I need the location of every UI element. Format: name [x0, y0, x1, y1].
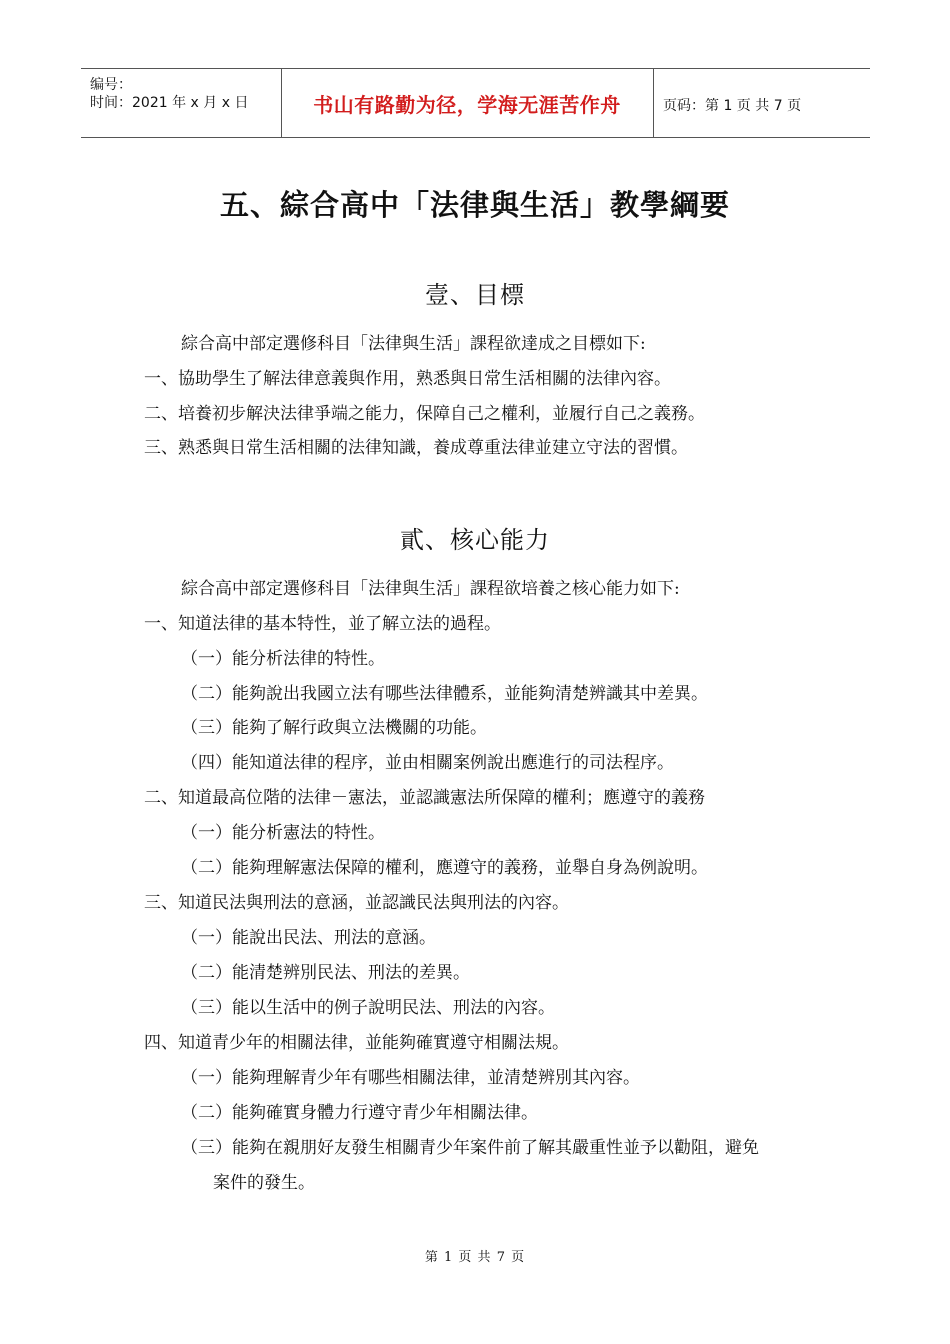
- page-info: 页码：第 1 页 共 7 页: [663, 98, 802, 114]
- ability-subitem: （三）能夠了解行政與立法機關的功能。: [181, 718, 487, 738]
- ability-subitem: （二）能夠理解憲法保障的權利，應遵守的義務，並舉自身為例說明。: [181, 858, 708, 878]
- ability-subitem: （一）能夠理解青少年有哪些相關法律，並清楚辨別其內容。: [181, 1068, 640, 1088]
- page-footer: 第 1 页 共 7 页: [424, 1250, 526, 1265]
- header-table: [81, 68, 870, 138]
- number-label: 编号：: [90, 77, 132, 93]
- ability-subitem-continuation: 案件的發生。: [213, 1173, 315, 1193]
- document-title: 五、綜合高中「法律與生活」教學綱要: [219, 188, 730, 222]
- ability-subitem: （二）能清楚辨別民法、刑法的差異。: [181, 963, 470, 983]
- abilities-intro: 綜合高中部定選修科目「法律與生活」課程欲培養之核心能力如下:: [181, 579, 680, 599]
- goal-item: 一、協助學生了解法律意義與作用，熟悉與日常生活相關的法律內容。: [144, 369, 671, 389]
- ability-subitem: （三）能以生活中的例子說明民法、刑法的內容。: [181, 998, 555, 1018]
- ability-subitem: （一）能分析憲法的特性。: [181, 823, 385, 843]
- goal-item: 二、培養初步解決法律爭端之能力，保障自己之權利，並履行自己之義務。: [144, 404, 705, 424]
- ability-subitem: （二）能夠確實身體力行遵守青少年相關法律。: [181, 1103, 538, 1123]
- goal-item: 三、熟悉與日常生活相關的法律知識，養成尊重法律並建立守法的習慣。: [144, 438, 688, 458]
- section-heading-goals: 壹、目標: [425, 281, 525, 309]
- section-heading-core-abilities: 貳、核心能力: [400, 526, 550, 554]
- time-label: 时间：2021 年 x 月 x 日: [90, 95, 249, 111]
- ability-subitem: （一）能說出民法、刑法的意涵。: [181, 928, 436, 948]
- goals-intro: 綜合高中部定選修科目「法律與生活」課程欲達成之目標如下:: [181, 334, 646, 354]
- ability-item: 三、知道民法與刑法的意涵，並認識民法與刑法的內容。: [144, 893, 569, 913]
- header-meta-cell: [81, 69, 282, 137]
- ability-subitem: （三）能夠在親朋好友發生相關青少年案件前了解其嚴重性並予以勸阻，避免: [181, 1138, 759, 1158]
- ability-item: 二、知道最高位階的法律－憲法，並認識憲法所保障的權利；應遵守的義務: [144, 788, 705, 808]
- ability-item: 四、知道青少年的相關法律，並能夠確實遵守相關法規。: [144, 1033, 569, 1053]
- ability-subitem: （四）能知道法律的程序，並由相關案例說出應進行的司法程序。: [181, 753, 674, 773]
- ability-subitem: （一）能分析法律的特性。: [181, 649, 385, 669]
- ability-subitem: （二）能夠說出我國立法有哪些法律體系，並能夠清楚辨識其中差異。: [181, 684, 708, 704]
- ability-item: 一、知道法律的基本特性，並了解立法的過程。: [144, 614, 501, 634]
- motto: 书山有路勤为径，学海无涯苦作舟: [281, 69, 654, 137]
